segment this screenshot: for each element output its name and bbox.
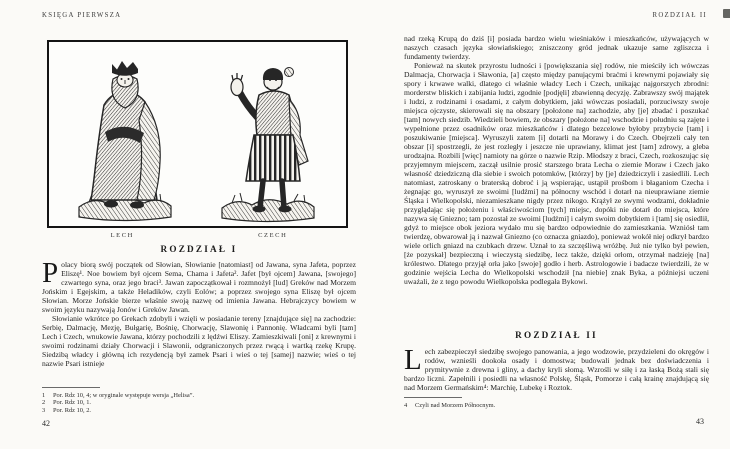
paragraph-text: ech zabezpieczył siedzibę swojego panowania, a jego wodzowie, przydzieleni do okręgów i rodów, wznieśli dookoła osady i domostwa; budowali jednak bez doświadczenia i prymitywnie z drewna i gliny, a dachy kryli słomą. Wzrośli w siłę i za łaską Bożą stali się bardzo liczni. Zapełnili i posiedli na własność Polskę, Śląsk, Pomorze i całą krainę znajdującą się nad Morzem Germańskim⁴: Marchię, Lubekę i Roztok. (404, 347, 709, 392)
caption-lech: LECH (110, 232, 134, 239)
paragraph (42, 257, 356, 314)
page-number-right: 43 (696, 417, 704, 426)
paragraph-text: olacy biorą swój początek od Słowian, Słowianie [natomiast] od Jawana, syna Jafeta, poprzez Eliszę¹. Noe bowiem był ojcem Sema, Chama i Jafeta². Jafet [był ojcem] Jawana, [swojego] czwartego syna, oraz jego braci³. Jawan zapoczątkował i rozmnożył [lud] Greków nad Morzem Jońskim i Egejskim, a także Heladików, czyli Eolów; a poprzez swojego syna Eliszę był ojcem Słowian. Morze Jońskie bierze właśnie swoją nazwę od imienia Jawana. Hebrajczycy bowiem w swoim języku nazywają Jonów i Greków Jawan. (42, 260, 356, 314)
footnote-text: Por. Rdz 10, 2. (53, 406, 91, 414)
chapter-heading-2: ROZDZIAŁ II (515, 330, 598, 340)
paragraph (404, 344, 709, 392)
chapter-heading-1: ROZDZIAŁ I (160, 244, 238, 254)
left-body-text (42, 257, 356, 368)
woodcut-illustration (49, 42, 346, 226)
right-body-text (404, 34, 709, 286)
illustration-captions (47, 232, 348, 239)
woodcut-figure-czech (222, 68, 314, 222)
drop-cap-l: L (404, 344, 422, 376)
footnote-text: Por. Rdz 10, 1. (53, 399, 91, 407)
footnote-number: 2 (42, 399, 46, 407)
footnote-rule (42, 387, 100, 388)
footnote (42, 399, 356, 406)
footnote-text: Czyli nad Morzem Północnym. (415, 402, 496, 409)
right-page (365, 0, 730, 449)
page-number-left: 42 (42, 419, 50, 428)
woodcut-figure-lech (79, 61, 171, 221)
footnote-text: Por. Rdz 10, 4; w oryginale występuje wersja „Helisa”. (53, 392, 195, 399)
footnote (42, 407, 356, 414)
scan-edge-artifact (723, 9, 730, 18)
right-chapter2-text (404, 344, 709, 392)
running-head-right: ROZDZIAŁ II (652, 12, 707, 19)
right-footnotes (404, 397, 709, 409)
footnote-number: 3 (42, 406, 46, 414)
drop-cap-p: P (42, 257, 59, 289)
footnote-number: 4 (404, 402, 408, 409)
left-footnotes (42, 387, 356, 414)
footnote-number: 1 (42, 392, 46, 399)
paragraph: nad rzeką Krupą do dziś [i] posiada bardzo wielu wieśniaków i mieszkańców, używających w naszych czasach języka słowiańskiego; zniszczony gród jednak ukazuje same zgliszcza i fundamenty twierdzy. (404, 34, 709, 61)
paragraph: Słowianie wkrótce po Grekach zdobyli i wzięli w posiadanie tereny [znajdujące się] na zachodzie: Serbię, Dalmację, Mezję, Bułgarię, Bośnię, Chorwację, Slawonię i Pannonię. Władcami byli [tam] Lech i Czech, wnukowie Jawana, którzy pochodzili z lędźwi Eliszy. Zamieszkiwali [oni] z krewnymi i swoimi rodzinami działy Chorwacji i Slawonii, odgraniczonych przez rwącą i wartką rzekę Krupę. Siedzibą władcy i główną ich rezydencją był zamek Psari i wieś o tej [samej] nazwie; wieś o tej nazwie Psari istnieje (42, 314, 356, 368)
footnote (404, 402, 709, 409)
footnote (42, 392, 356, 399)
paragraph: Ponieważ na skutek przyrostu ludności i [powiększania się] rodów, nie mieściły ich wówczas Dalmacja, Chorwacja i Sławonia, [a] często między panującymi braćmi i krewnymi pojawiały się spory i krwawe walki, dlatego ci właśnie władcy Lech i Czech, unikając najgorszych zbrodni: morderstw bliskich i zabijania ludzi, zgodnie [podjęli] zbawienną decyzję. Zabrawszy swój majątek i ludzi, z rodzinami i osadami, z całym dobytkiem, jaki wówczas posiadali, porzuciwszy swoje miejsca ojczyste, skierowali się na obszary [położone na] zachodzie, aby [je] zbadać i poszukać [tam] nowych siedzib. Wiedzieli bowiem, że obszary [położone na] wschodzie i południu są zajęte i wypełnione przez osadników oraz mieszkańców i dlatego bezcelowe byłoby przybycie [tam] i poszukiwanie [miejsca]. Wyruszyli zatem [i] dotarli na Morawy i do Czech. Obejrzeli cały ten obszar [i] spostrzegli, że jest rozległy i jeszcze nie uprawiany, klimat jest [tam] zdrowy, a gleba urodzajna. Rozbili [więc] namioty na górze o nazwie Rzip. Młodszy z braci, Czech, rozkoszując się przyjemnym miejscem, zaczął usilnie prosić starszego brata Lecha o ziemie Moraw i Czech jako własność dziedziczną dla siebie i swoich potomków, [którzy] by [je] dziedziczyli i zasiedlili. Lech natomiast, zatroskany o braterską dobroć i ją wspierając, ustąpił prośbom i błaganiom Czecha i żegnając go, wyruszył ze swoimi [ludźmi] na północny wschód i dotarł na nieuprawiane ziemie Śląska i Wielkopolski, niezamieszkane nigdy przez nikogo. Krążył ze swymi wodzami, dokładnie przyglądając się położeniu i właściwościom [tych] miejsc, dopóki nie dotarł do miejsca, które nazywa się Gniezno; tam pozostał ze swoimi [ludźmi] i całym swoim dobytkiem i [tam] się osiedlił, gdyż to miejsce obok jeziora wydało mu się bardzo odpowiednie do zamieszkania. Wzniósł tam twierdzę, obwarował ją i nazwał Gniezno (co oznacza gniazdo), ponieważ wokół niej odkrył bardzo wiele orlich gniazd na czubkach drzew. Uznał to za szczęśliwą wróżbę. Już nie tylko był pewien, [że pozyskał] bezpieczną i wieczystą siedzibę, lecz także, dzięki orłom, otrzymał nadzieję [na] królestwo. Dlatego przyjął orła jako [swoje] godło i herb. Astrologowie i badacze twierdzili, że w godzinie wejścia Lecha do Wielkopolski wschodził [na niebie] znak Byka, a późniejsi uczeni uważali, że z tego powodu Wielkopolska podlegała Bykowi. (404, 61, 709, 286)
caption-czech: CZECH (258, 232, 288, 239)
running-head-left: KSIĘGA PIERWSZA (42, 12, 122, 19)
illustration-frame (47, 40, 348, 228)
footnote-rule (404, 397, 462, 398)
